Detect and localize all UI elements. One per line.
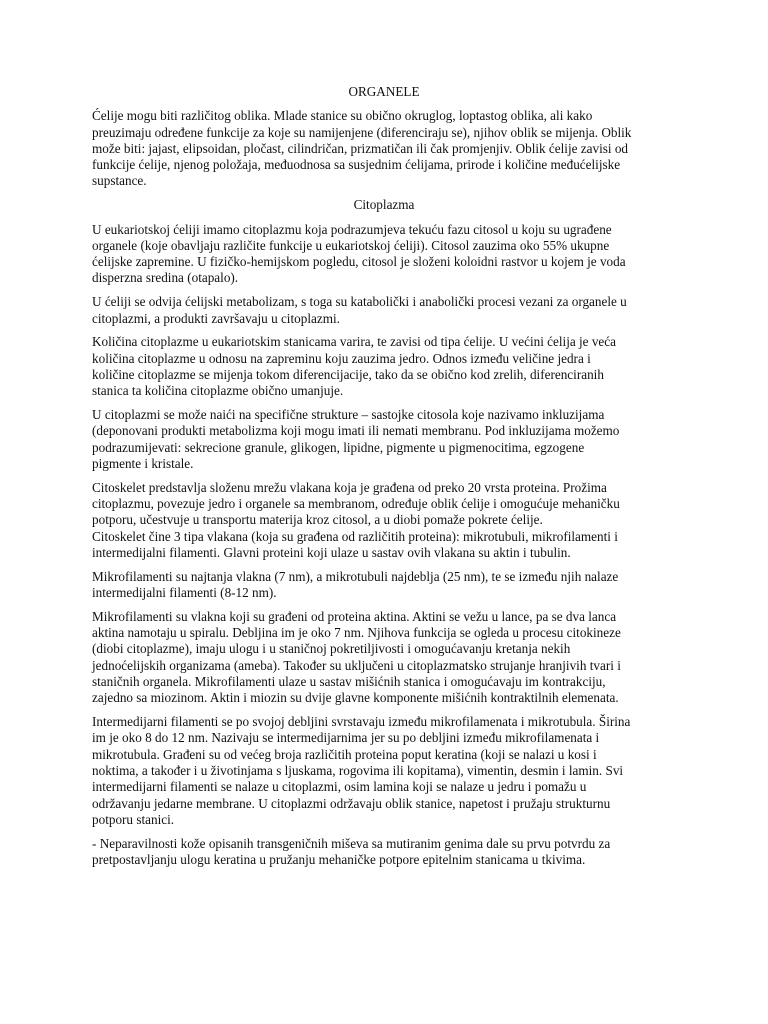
document-title: ORGANELE <box>348 84 420 99</box>
text-line: Mikrofilamenti su najtanja vlakna (7 nm), a mikrotubuli najdeblja (25 nm), te se između njih nalaze <box>92 568 619 584</box>
text-line: funkcije ćelije, njenog položaja, međuodnosa sa susjednim ćelijama, prirode i količine međućelijske <box>92 157 621 173</box>
text-line: preuzimaju određene funkcije za koje su namijenjene (diferenciraju se), njihov oblik se mijenja. Oblik <box>92 124 632 140</box>
text-line: (diobi citoplazme), imaju ulogu i u staničnoj pokretiljivosti i omogućavanju kretanja nekih <box>92 641 571 657</box>
paragraph <box>92 609 676 707</box>
text-line: Količina citoplazme u eukariotskim stanicama varira, te zavisi od tipa ćelije. U većini ćelija je veća <box>92 334 616 350</box>
paragraph <box>92 836 676 869</box>
text-line: količina citoplazme u odnosu na zapreminu koju zauzima jedro. Odnos između veličine jedra i <box>92 350 591 366</box>
text-line: citoplazmu, povezuje jedro i organele sa membranom, određuje oblik ćelije i omogućuje mehaničku <box>92 496 620 512</box>
text-line: Citoskelet predstavlja složenu mrežu vlakana koja je građena od preko 20 vrsta proteina. Prožima <box>92 479 607 495</box>
paragraph <box>92 222 676 287</box>
text-line: potporu stanici. <box>92 811 175 827</box>
text-line: (deponovani produkti metabolizma koji mogu imati ili nemati membranu. Pod inkluzijama možemo <box>92 423 620 439</box>
text-line: održavanju jedarne membrane. U citoplazmi održavaju oblik stanice, napetost i pružaju strukturnu <box>92 795 611 811</box>
text-line: citoplazmi, a produkti završavaju u citoplazmi. <box>92 310 340 326</box>
text-line: Intermedijarni filamenti se po svojoj debljini svrstavaju između mikrofilamenata i mikrotubula. Širina <box>92 714 631 730</box>
paragraph <box>92 407 676 472</box>
text-line: ćelijske zapremine. U fizičko-hemijskom pogledu, citosol je složeni koloidni rastvor u kojem je voda <box>92 254 626 270</box>
text-line: pretpostavljanju ulogu keratina u pružanju mehaničke potpore epitelnim stanicama u tkivima. <box>92 851 586 867</box>
text-line: mikrotubula. Građeni su od većeg broja različitih proteina poput keratina (koji se nalazi u kosi i <box>92 746 597 762</box>
text-line: količine citoplazme se mijenja tokom diferencijacije, tako da se obično kod zrelih, diferenciranih <box>92 366 604 382</box>
section-title: Citoplazma <box>353 197 415 213</box>
text-line: podrazumijevati: sekrecione granule, glikogen, lipidne, pigmente u pigmenocitima, egzogene <box>92 439 585 455</box>
text-line: zajedno sa miozinom. Aktin i miozin su dvije glavne komponente mišićnih kontraktilnih elemenata. <box>92 690 619 706</box>
text-line: intermedijarni filamenti se nalaze u citoplazmi, osim lamina koji se nalaze u jedru i pomažu u <box>92 779 587 795</box>
text-line: U ćeliji se odvija ćelijski metabolizam, s toga su katabolički i anabolički procesi vezani za organele u <box>92 294 627 310</box>
paragraph <box>92 334 676 399</box>
text-line: Mikrofilamenti su vlakna koji su građeni od proteina aktina. Aktini se vežu u lance, pa se dva lanca <box>92 608 617 624</box>
text-line: pigmente i kristale. <box>92 455 194 471</box>
paragraph <box>92 480 676 561</box>
text-line: potporu, učestvuje u transportu materija kroz citosol, a u diobi pomaže pokrete ćelije. <box>92 512 543 528</box>
paragraph <box>92 714 676 828</box>
text-line: organele (koje obavljaju različite funkcije u eukariotskoj ćeliji). Citosol zauzima oko 55% ukupne <box>92 237 610 253</box>
text-line: U eukariotskoj ćeliji imamo citoplazmu koja podrazumjeva tekuću fazu citosol u koju su ugrađene <box>92 221 612 237</box>
text-line: im je oko 8 do 12 nm. Nazivaju se intermedijarnima jer su po debljini između mikrofilamenata i <box>92 730 600 746</box>
text-line: disperzna sredina (otapalo). <box>92 270 239 286</box>
text-line: - Neparavilnosti kože opisanih transgeničnih miševa sa mutiranim genima dale su prvu potvrdu za <box>92 835 611 851</box>
paragraph <box>92 569 676 602</box>
text-line: intermedijalni filamenti. Glavni proteini koji ulaze u sastav ovih vlakana su aktin i tubulin. <box>92 544 571 560</box>
text-line: Ćelije mogu biti različitog oblika. Mlade stanice su obično okruglog, loptastog oblika, ali kako <box>92 108 593 124</box>
text-line: supstance. <box>92 173 147 189</box>
text-line: U citoplazmi se može naići na specifične strukture – sastojke citosola koje nazivamo inkluzijama <box>92 407 605 423</box>
text-line: noktima, a također i u životinjama s ljuskama, rogovima ili kopitama), vimentin, desmin i lamin. Svi <box>92 762 624 778</box>
text-line: jednoćelijskih organizama (ameba). Također su uključeni u citoplazmatsko strujanje hranjivih tvari i <box>92 657 621 673</box>
text-line: stanica ta količina citoplazme obično umanjuje. <box>92 383 344 399</box>
document-page <box>92 84 676 876</box>
text-line: može biti: jajast, elipsoidan, pločast, cilindričan, prizmatičan ili čak promjenjiv. Oblik ćelije zavisi od <box>92 140 629 156</box>
text-line: Citoskelet čine 3 tipa vlakana (koja su građena od različitih proteina): mikrotubuli, mikrofilamenti i <box>92 528 618 544</box>
text-line: staničnih organela. Mikrofilamenti ulaze u sastav mišićnih stanica i omogućavaju im kontrakciju, <box>92 674 606 689</box>
text-line: intermedijalni filamenti (8-12 nm). <box>92 585 277 601</box>
text-line: aktina namotaju u spiralu. Debljina im je oko 7 nm. Njihova funkcija se ogleda u procesu citokineze <box>92 625 621 641</box>
intro-paragraph <box>92 108 676 189</box>
paragraph <box>92 294 676 327</box>
